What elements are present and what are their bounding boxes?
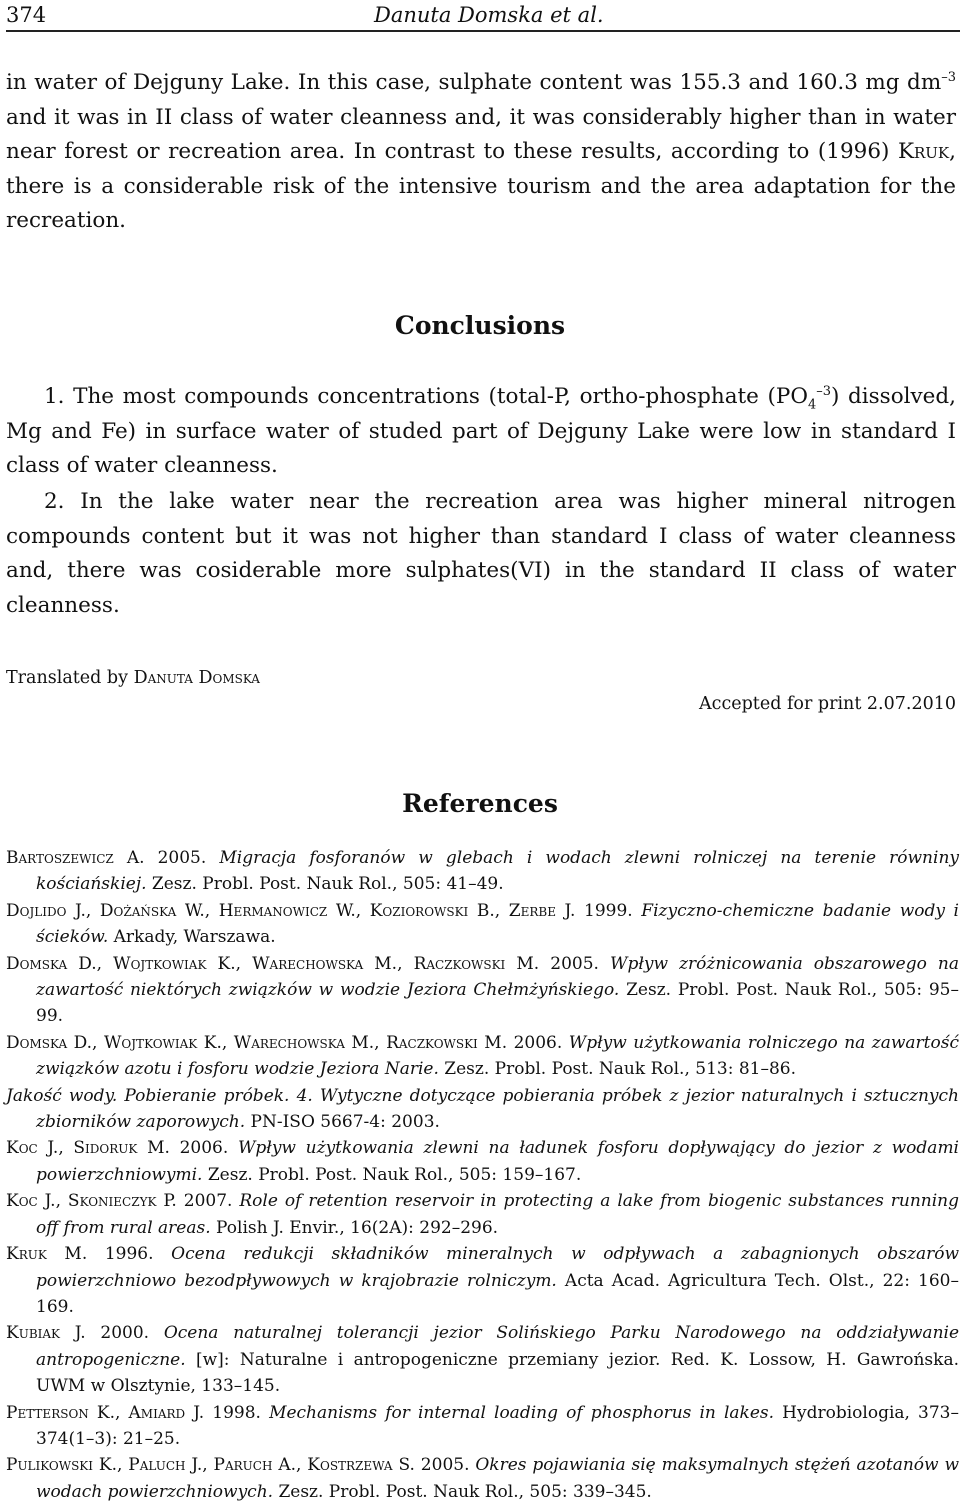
reference-item <box>6 1083 959 1136</box>
reference-title: Mechanisms for internal loading of phosphorus in lakes. <box>269 1402 775 1423</box>
reference-item <box>6 1188 959 1241</box>
conclusion-1-text-a: 1. The most compounds concentrations (total-P, ortho-phosphate (PO <box>44 384 808 409</box>
reference-item <box>6 951 959 1030</box>
reference-authors: Dojlido J., Dożańska W., Hermanowicz W., Koziorowski B., Zerbe J. 1999. <box>6 900 642 921</box>
reference-item <box>6 1320 959 1399</box>
reference-source: Zesz. Probl. Post. Nauk Rol., 513: 81–86. <box>438 1059 797 1080</box>
reference-authors: Bartoszewicz A. 2005. <box>6 848 220 868</box>
intro-text-2: and it was in II class of water cleanness and, it was considerably higher than in water near forest or recreation area. In contrast to these results, according to (1996) <box>6 104 956 164</box>
reference-title: Wpływ użytkowania zlewni na ładunek fosforu dopływający do jezior z wodami powierzchniowymi. <box>36 1138 959 1185</box>
reference-source: Acta Acad. Agricultura Tech. Olst., 22: 160–169. <box>36 1270 959 1317</box>
conclusion-item-1 <box>6 380 956 484</box>
reference-title: Wpływ użytkowania rolniczego na zawartość związków azotu i fosforu wodzie Jeziora Narie. <box>36 1032 959 1080</box>
running-title: Danuta Domska et al. <box>374 3 604 27</box>
intro-text-1: in water of Dejguny Lake. In this case, sulphate content was 155.3 and 160.3 mg dm <box>6 70 942 95</box>
reference-source: Zesz. Probl. Post. Nauk Rol., 505: 159–167. <box>202 1164 582 1185</box>
reference-item <box>6 1452 959 1505</box>
reference-title: Jakość wody. Pobieranie próbek. 4. Wytyczne dotyczące pobierania próbek z jezior naturalnych i sztucznych zbiorników zaporowych. <box>6 1085 959 1133</box>
reference-source: Zesz. Probl. Post. Nauk Rol., 505: 95–99. <box>36 980 959 1027</box>
reference-source: Zesz. Probl. Post. Nauk Rol., 505: 339–345. <box>273 1481 652 1502</box>
reference-title: Okres pojawiania się maksymalnych stężeń azotanów w wodach powierzchniowych. <box>36 1455 959 1502</box>
conclusion-1-text-b: ) dissolved, Mg and Fe) in surface water of studed part of Dejguny Lake were low in standard I class of water cleanness. <box>6 384 957 478</box>
reference-authors: Kruk M. 1996. <box>6 1244 172 1265</box>
reference-authors: Domska D., Wojtkowiak K., Warechowska M., Raczkowski M. 2006. <box>6 1032 569 1053</box>
reference-authors: Kubiak J. 2000. <box>6 1323 164 1344</box>
reference-title: Wpływ zróżnicowania obszarowego na zawartość niektórych związków w wodzie Jeziora Chełmżyńskiego. <box>36 953 959 1001</box>
page-header <box>6 0 960 32</box>
conclusion-item-2: 2. In the lake water near the recreation area was higher mineral nitrogen compounds content but it was not higher than standard I class of water cleanness and, there was cosiderable more sulphates(VI) in the standard II class of water cleanness. <box>6 489 956 618</box>
accepted-date: Accepted for print 2.07.2010 <box>699 694 956 714</box>
translator-label: Translated by <box>6 668 134 688</box>
reference-authors: Pulikowski K., Paluch J., Paruch A., Kostrzewa S. 2005. <box>6 1455 476 1476</box>
references-heading: References <box>402 789 558 818</box>
intro-author: Kruk <box>897 139 950 164</box>
reference-title: Migracja fosforanów w glebach i wodach zlewni rolniczej na terenie równiny kościańskiej. <box>36 848 959 895</box>
reference-authors: Koc J., Skonieczyk P. 2007. <box>6 1191 240 1212</box>
conclusion-1-superscript: –3 <box>816 383 832 399</box>
reference-source: Polish J. Envir., 16(2A): 292–296. <box>210 1217 499 1238</box>
reference-item <box>6 898 959 951</box>
reference-item <box>6 1030 959 1083</box>
translator-note <box>6 666 260 690</box>
reference-source: Arkady, Warszawa. <box>108 927 276 948</box>
intro-text-3: , there is a considerable risk of the intensive tourism and the area adaptation for the recreation. <box>6 139 956 233</box>
reference-source: Zesz. Probl. Post. Nauk Rol., 505: 41–49. <box>146 874 504 895</box>
translator-name: Danuta Domska <box>133 668 260 688</box>
reference-item <box>6 1400 959 1453</box>
reference-source: Hydrobiologia, 373–374(1–3): 21–25. <box>36 1402 959 1449</box>
reference-title: Ocena redukcji składników mineralnych w odpływach a zabagnionych obszarów powierzchniowo bezodpływowych w krajobrazie rolniczym. <box>36 1244 959 1291</box>
conclusion-1-subscript: 4 <box>807 397 817 413</box>
reference-authors: Domska D., Wojtkowiak K., Warechowska M., Raczkowski M. 2005. <box>6 953 610 974</box>
reference-item <box>6 1241 959 1320</box>
reference-source: PN-ISO 5667-4: 2003. <box>245 1112 440 1133</box>
reference-title: Role of retention reservoir in protecting a lake from biogenic substances running off from rural areas. <box>36 1191 959 1238</box>
conclusions-heading: Conclusions <box>394 311 566 340</box>
intro-superscript: –3 <box>941 69 956 85</box>
reference-authors: Petterson K., Amiard J. 1998. <box>6 1402 270 1423</box>
references-list <box>6 845 959 1505</box>
reference-title: Fizyczno-chemiczne badanie wody i ścieków. <box>36 900 959 948</box>
reference-authors: Koc J., Sidoruk M. 2006. <box>6 1138 238 1159</box>
reference-source: [w]: Naturalne i antropogeniczne przemiany jezior. Red. K. Lossow, H. Gawrońska. UWM w Olsztynie, 133–145. <box>36 1349 959 1397</box>
reference-item <box>6 1135 959 1188</box>
page-number: 374 <box>6 3 47 27</box>
reference-item <box>6 845 959 898</box>
reference-title: Ocena naturalnej tolerancji jezior Solińskiego Parku Narodowego na oddziaływanie antropogeniczne. <box>36 1323 960 1370</box>
intro-paragraph <box>6 66 956 239</box>
